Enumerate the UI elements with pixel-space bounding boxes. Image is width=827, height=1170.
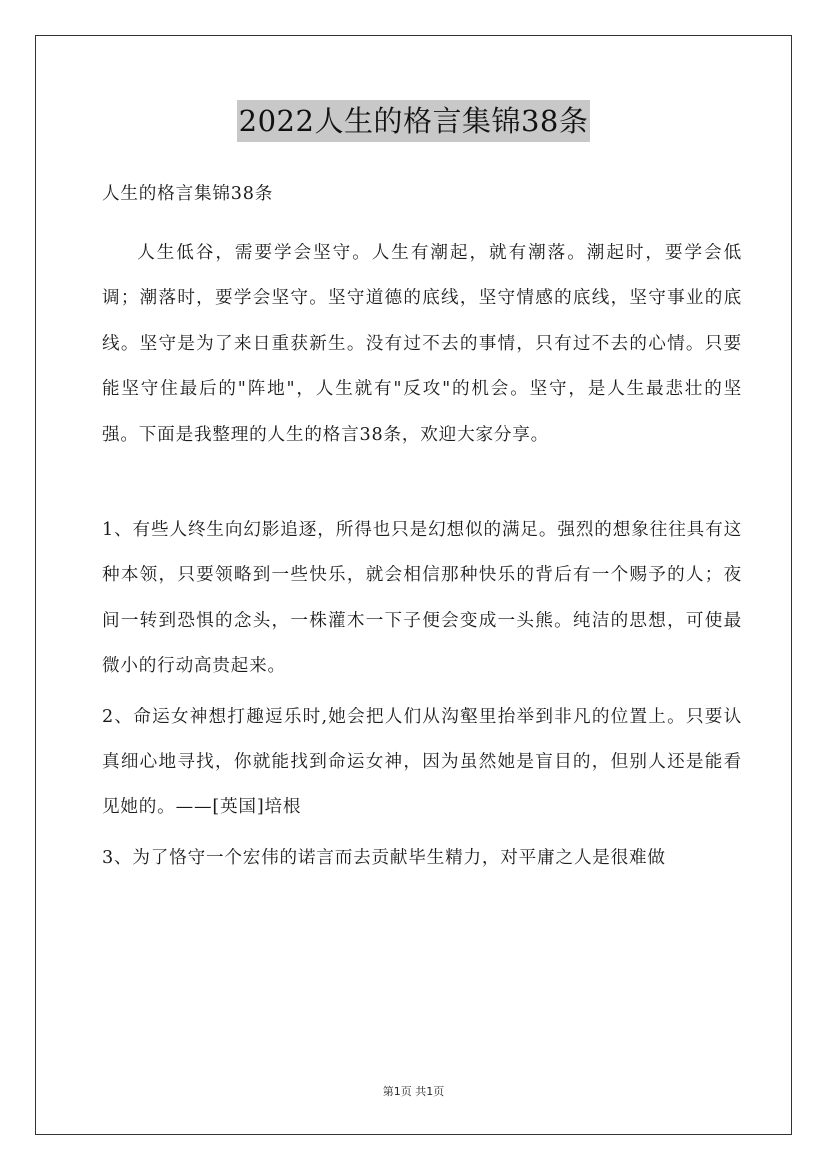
document-body [102,178,742,886]
paragraph-gap [102,458,742,508]
quote-item-1: 1、有些人终生向幻影追逐，所得也只是幻想似的满足。强烈的想象往往具有这种本领，只要领略到一些快乐，就会相信那种快乐的背后有一个赐予的人；夜间一转到恐惧的念头，一株灌木一下子便会变成一头熊。纯洁的思想，可使最微小的行动高贵起来。 [102,520,742,677]
intro-paragraph: 人生低谷，需要学会坚守。人生有潮起，就有潮落。潮起时，要学会低调；潮落时，要学会坚守。坚守道德的底线，坚守情感的底线，坚守事业的底线。坚守是为了来日重获新生。没有过不去的事情，只有过不去的心情。只要能坚守住最后的"阵地"，人生就有"反攻"的机会。坚守，是人生最悲壮的坚强。下面是我整理的人生的格言38条，欢迎大家分享。 [102,243,742,445]
document-subtitle: 人生的格言集锦38条 [102,184,274,204]
quote-item-2: 2、命运女神想打趣逗乐时,她会把人们从沟壑里抬举到非凡的位置上。只要认真细心地寻找，你就能找到命运女神，因为虽然她是盲目的，但别人还是能看见她的。——[英国]培根 [102,706,742,818]
quote-item-3: 3、为了恪守一个宏伟的诺言而去贡献毕生精力，对平庸之人是很难做 [102,847,666,868]
page-footer: 第1页 共1页 [382,1085,445,1098]
document-title: 2022人生的格言集锦38条 [237,100,591,142]
title-container [0,100,827,142]
